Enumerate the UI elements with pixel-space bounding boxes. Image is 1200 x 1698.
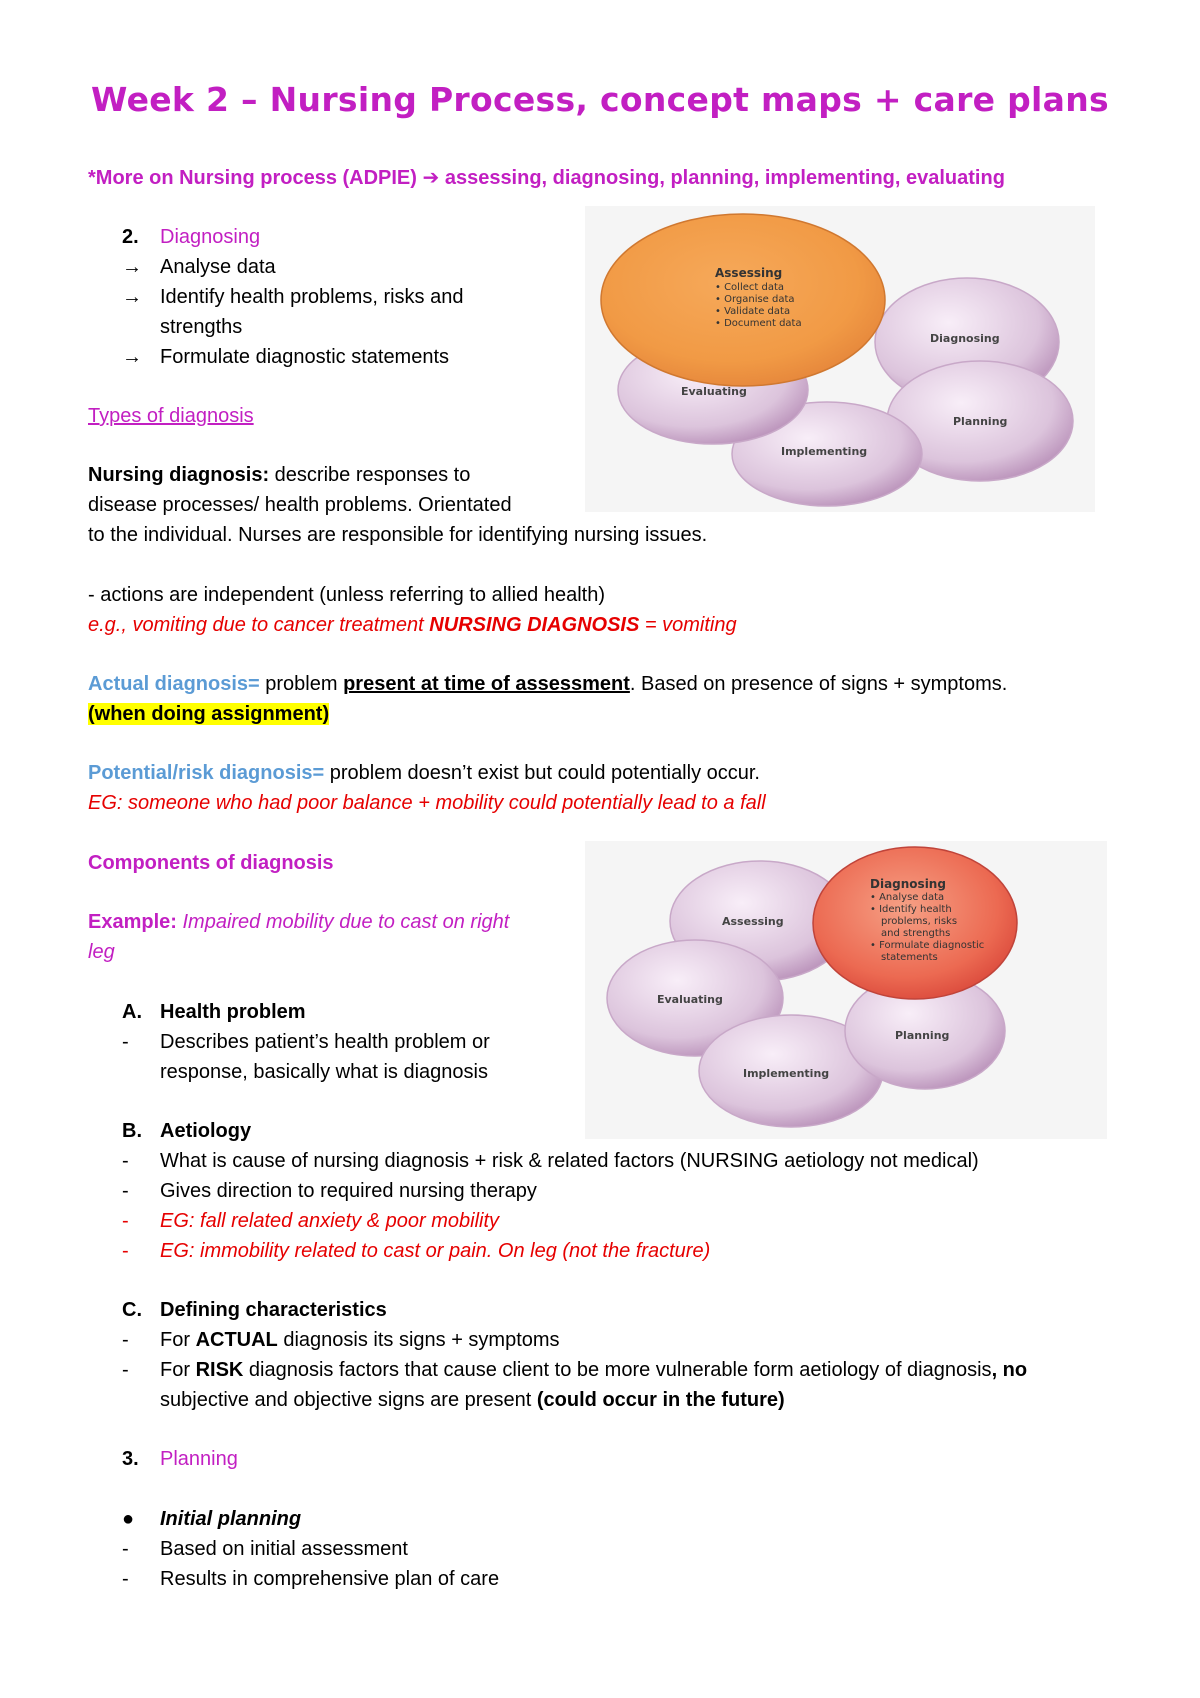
components-heading: Components of diagnosis xyxy=(88,852,334,874)
diagnosing-item: • Formulate diagnostic xyxy=(870,940,985,951)
partC-item2-d: , no xyxy=(991,1359,1028,1381)
bullet-identify-cont: strengths xyxy=(160,316,243,338)
dash-bullet: - xyxy=(122,1329,129,1351)
partB-item: EG: fall related anxiety & poor mobility xyxy=(160,1210,500,1232)
partC-item2-b: RISK xyxy=(195,1359,244,1381)
partB-item: What is cause of nursing diagnosis + risk & related factors (NURSING aetiology not medical) xyxy=(160,1150,979,1172)
dash-bullet: - xyxy=(122,1180,129,1202)
planning-item: Based on initial assessment xyxy=(160,1538,408,1560)
potential-example: EG: someone who had poor balance + mobility could potentially lead to a fall xyxy=(88,792,766,814)
partC-item2-e: subjective and objective signs are present xyxy=(160,1389,537,1411)
assessing-item: • Document data xyxy=(715,318,802,329)
planning-label: Planning xyxy=(953,415,1008,428)
bullet-formulate: Formulate diagnostic statements xyxy=(160,346,450,368)
page-title: Week 2 – Nursing Process, concept maps + care plans xyxy=(91,80,1109,119)
diagnosing-item: problems, risks xyxy=(881,916,958,927)
assignment-note-text: (when doing assignment) xyxy=(88,703,330,725)
planning-label: Planning xyxy=(895,1029,950,1042)
section2-number: 2. xyxy=(122,226,139,248)
eg-text-a: e.g., vomiting due to cancer treatment xyxy=(88,614,430,636)
dash-bullet: - xyxy=(122,1538,129,1560)
partB-letter: B. xyxy=(122,1120,142,1142)
partC-item1 xyxy=(160,1328,560,1352)
dash-bullet: - xyxy=(122,1359,129,1381)
bullet-identify: Identify health problems, risks and xyxy=(160,286,464,308)
section2-heading: Diagnosing xyxy=(160,226,261,248)
actions-line: - actions are independent (unless referring to allied health) xyxy=(88,584,605,606)
partC-letter: C. xyxy=(122,1299,142,1321)
arrow-bullet-icon: → xyxy=(122,256,142,278)
potential-line xyxy=(88,761,760,785)
assignment-note xyxy=(88,702,329,726)
assessing-item: • Organise data xyxy=(715,294,795,305)
nursing-process-figure-assessing xyxy=(585,206,1095,512)
eg-text-c: = vomiting xyxy=(639,614,737,636)
section3-number: 3. xyxy=(122,1448,139,1470)
assessing-item: • Collect data xyxy=(715,282,785,293)
partC-item1-b: ACTUAL xyxy=(195,1329,278,1351)
arrow-bullet-icon: → xyxy=(122,286,142,308)
partC-item2 xyxy=(160,1358,1027,1382)
dash-bullet: - xyxy=(122,1240,129,1262)
partB-item: EG: immobility related to cast or pain. On leg (not the fracture) xyxy=(160,1240,711,1262)
partB-item: Gives direction to required nursing therapy xyxy=(160,1180,537,1202)
example-line2: leg xyxy=(88,941,115,963)
actual-text-b: present at time of assessment xyxy=(343,673,630,695)
intro-tail: assessing, diagnosing, planning, implementing, evaluating xyxy=(439,167,1005,189)
planning-item: Results in comprehensive plan of care xyxy=(160,1568,500,1590)
diagnosing-item: • Analyse data xyxy=(870,892,945,903)
diagnosing-item: and strengths xyxy=(881,928,951,939)
assessing-label: Assessing xyxy=(722,915,784,928)
example-text: Impaired mobility due to cast on right xyxy=(176,911,510,933)
nursing-dx-line2: disease processes/ health problems. Orientated xyxy=(88,494,512,516)
bullet-dot-icon: ● xyxy=(122,1508,135,1530)
evaluating-label: Evaluating xyxy=(681,385,747,398)
actual-text-a: problem xyxy=(259,673,344,695)
partC-item2-a: For xyxy=(160,1359,196,1381)
nursing-dx-line1 xyxy=(88,463,470,487)
implementing-label: Implementing xyxy=(743,1067,830,1080)
partC-heading: Defining characteristics xyxy=(160,1299,387,1321)
diagnosing-title: Diagnosing xyxy=(870,877,946,891)
partC-item1-c: diagnosis its signs + symptoms xyxy=(277,1329,560,1351)
implementing-label: Implementing xyxy=(781,445,868,458)
vomiting-example xyxy=(88,613,737,637)
partC-item2-f: (could occur in the future) xyxy=(536,1389,785,1411)
assessing-title: Assessing xyxy=(715,266,783,280)
eg-text-b: NURSING DIAGNOSIS xyxy=(429,614,640,636)
diagnosing-item: • Identify health xyxy=(870,904,952,915)
potential-text: problem doesn’t exist but could potentially occur. xyxy=(324,762,760,784)
dash-bullet: - xyxy=(122,1210,129,1232)
diagnosing-label: Diagnosing xyxy=(930,332,1000,345)
nursing-process-figure-diagnosing xyxy=(585,841,1107,1139)
partA-item: response, basically what is diagnosis xyxy=(160,1061,488,1083)
partC-item2-c: diagnosis factors that cause client to be more vulnerable form aetiology of diagnosis xyxy=(243,1359,992,1381)
bullet-analyse: Analyse data xyxy=(160,256,276,278)
partB-heading: Aetiology xyxy=(160,1120,252,1142)
actual-label: Actual diagnosis= xyxy=(88,673,260,695)
evaluating-label: Evaluating xyxy=(657,993,723,1006)
dash-bullet: - xyxy=(122,1150,129,1172)
example-label: Example: xyxy=(88,911,177,933)
intro-lead: *More on Nursing process (ADPIE) xyxy=(88,167,423,189)
section3-heading: Planning xyxy=(160,1448,238,1470)
nursing-dx-line3: to the individual. Nurses are responsible for identifying nursing issues. xyxy=(88,524,708,546)
nursing-dx-label: Nursing diagnosis: xyxy=(88,464,270,486)
initial-planning: Initial planning xyxy=(160,1508,302,1530)
dash-bullet: - xyxy=(122,1031,129,1053)
partC-item2-cont xyxy=(160,1388,785,1412)
intro-line xyxy=(88,166,1005,190)
diagnosing-item: statements xyxy=(881,952,938,963)
arrow-bullet-icon: → xyxy=(122,346,142,368)
nursing-dx-text: describe responses to xyxy=(269,464,471,486)
types-heading: Types of diagnosis xyxy=(88,405,254,427)
example-line xyxy=(88,910,509,934)
partA-letter: A. xyxy=(122,1001,142,1023)
dash-bullet: - xyxy=(122,1568,129,1590)
partA-item: Describes patient’s health problem or xyxy=(160,1031,490,1053)
actual-text-c: . Based on presence of signs + symptoms. xyxy=(629,673,1008,695)
assessing-item: • Validate data xyxy=(715,306,791,317)
actual-line xyxy=(88,672,1007,696)
partC-item1-a: For xyxy=(160,1329,196,1351)
partA-heading: Health problem xyxy=(160,1001,306,1023)
arrow-icon: ➔ xyxy=(422,167,440,189)
potential-label: Potential/risk diagnosis= xyxy=(88,762,325,784)
